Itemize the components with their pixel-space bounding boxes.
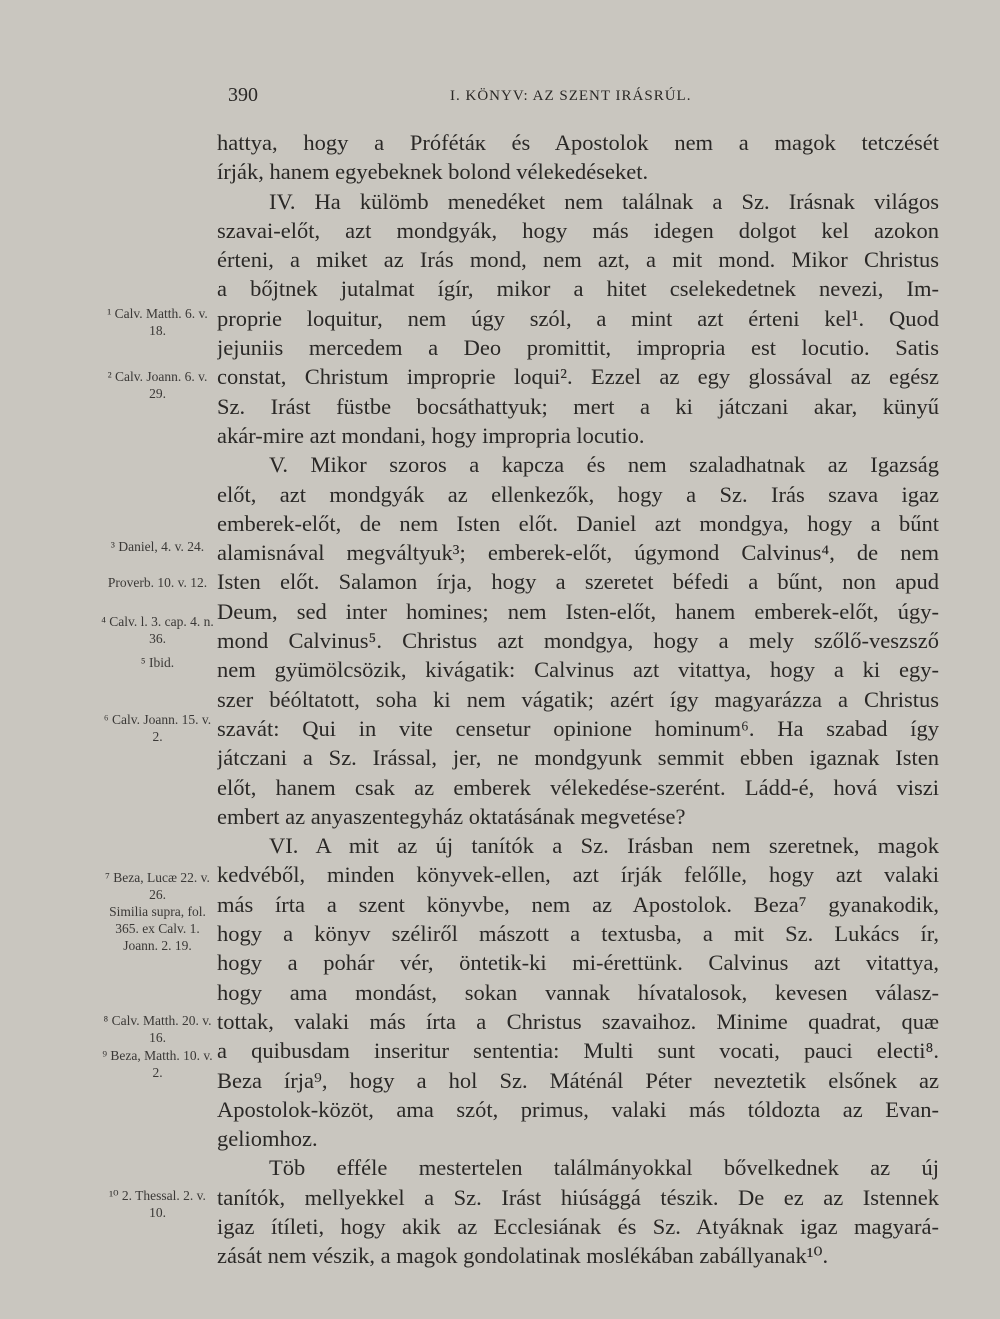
text-line: Beza írja⁹, hogy a hol Sz. Máténál Péter neveztetik elsőnek az bbox=[217, 1067, 939, 1093]
text-line: előt, hanem csak az emberek vélekedése-szerént. Ládd-é, hová viszi bbox=[217, 774, 939, 800]
text-line: hattya, hogy a Prófétáк és Apostolok nem a magok tetczését bbox=[217, 130, 939, 155]
margin-note: ³ Daniel, 4. v. 24. bbox=[110, 539, 205, 554]
margin-note: Proverb. 10. v. 12. bbox=[107, 575, 208, 590]
running-head: I. KÖNYV: AZ SZENT IRÁSRÚL. bbox=[450, 88, 692, 104]
margin-note: ¹ Calv. Matth. 6. v. 18. bbox=[107, 306, 208, 338]
page-header bbox=[228, 84, 938, 114]
text-line: Apostolok-közöt, ama szót, primus, valaki más tóldozta az Evan- bbox=[217, 1096, 939, 1122]
margin-note: ⁶ Calv. Joann. 15. v. 2. bbox=[103, 712, 212, 744]
text-line: hogy a pohár vér, öntetik-ki mi-érettünk. Calvinus azt vitattya, bbox=[217, 950, 939, 976]
margin-note: ⁷ Beza, Lucæ 22. v. 26. bbox=[105, 870, 210, 902]
text-line: hogy a könyv széliről mászott a textusba, a mit Sz. Lukács ír, bbox=[217, 921, 939, 947]
text-line: előt, azt mondgyák az ellenkezők, hogy a Sz. Irás szava igaz bbox=[217, 481, 939, 507]
text-line: emberek-előt, de nem Isten előt. Daniel azt mondgya, hogy a bűnt bbox=[217, 510, 939, 536]
text-line: embert az anyaszentegyház oktatásának megvetése? bbox=[217, 803, 686, 829]
text-line: IV. Ha külömb menedéket nem találnak a Sz. Irásnak világos bbox=[269, 188, 939, 214]
text-line: Töb efféle mestertelen találmányokkal bővelkednek az új bbox=[269, 1155, 939, 1181]
text-line: a quibusdam inseritur sententia: Multi sunt vocati, pauci electi⁸. bbox=[217, 1038, 939, 1064]
body-text bbox=[217, 128, 939, 1271]
text-line: alamisnával megváltyuk³; emberek-előt, úgymond Calvinus⁴, de nem bbox=[217, 540, 939, 566]
text-line: nem gyümölcsözik, kivágatik: Calvinus azt vitattya, hogy a ki egy- bbox=[217, 657, 939, 683]
text-line: geliomhoz. bbox=[217, 1126, 318, 1152]
text-line: a bőjtnek jutalmat ígír, mikor a hitet cselekedetnek nevezi, Im- bbox=[217, 276, 939, 302]
text-line: igaz ítíleti, hogy akik az Ecclesiának és Sz. Atyáknak igaz magyará- bbox=[217, 1213, 939, 1239]
text-line: tanítók, mellyekkel a Sz. Irást hiúsággá tészik. De ez az Istennek bbox=[217, 1184, 939, 1210]
text-line: szavai-előt, azt mondgyák, hogy más idegen dolgot kel azokon bbox=[217, 217, 939, 243]
text-line: Sz. Irást füstbe bocsáthattyuk; mert a ki játczani akar, künyű bbox=[217, 393, 939, 419]
margin-note: ⁸ Calv. Matth. 20. v. 16. bbox=[103, 1013, 212, 1045]
text-line: érteni, a miket az Irás mond, nem azt, a mit mond. Mikor Christus bbox=[217, 247, 939, 273]
text-line: Deum, sed inter homines; nem Isten-előt, hanem emberek-előt, úgy- bbox=[217, 598, 939, 624]
text-line: szavát: Qui in vite censetur opinione hominum⁶. Ha szabad így bbox=[217, 715, 939, 741]
text-line: kedvéből, minden könyvek-ellen, azt írják felőlle, hogy azt valaki bbox=[217, 862, 939, 888]
margin-note: ⁹ Beza, Matth. 10. v. 2. bbox=[102, 1048, 213, 1080]
text-line: VI. A mit az új tanítók a Sz. Irásban nem szeretnek, magok bbox=[269, 833, 939, 859]
text-line: tottak, valaki más írta a Christus szavaihoz. Minime quadrat, quæ bbox=[217, 1008, 939, 1034]
text-line: jejuniis mercedem a Deo promittit, impropria est locutio. Satis bbox=[217, 335, 939, 361]
text-line: zását nem vészik, a magok gondolatinak moslékában zabállyanak¹⁰. bbox=[217, 1243, 829, 1269]
text-line: constat, Christum improprie loqui². Ezzel az egy glossával az egész bbox=[217, 364, 939, 390]
text-line: Isten előt. Salamon írja, hogy a szeretet béfedi a bűnt, non apud bbox=[217, 569, 939, 595]
text-line: szer béóltatott, soha ki nem vágatik; azért így magyarázza a Christus bbox=[217, 686, 939, 712]
margin-note: Similia supra, fol. 365. ex Calv. 1. Joann. 2. 19. bbox=[109, 904, 206, 953]
text-line: V. Mikor szoros a kapcza és nem szaladhatnak az Igazság bbox=[269, 452, 939, 478]
text-line: játczani a Sz. Irással, jer, ne mondgyunk semmit ebben igaznak Isten bbox=[217, 745, 939, 771]
text-line: mond Calvinus⁵. Christus azt mondgya, hogy a mely szőlő-veszsző bbox=[217, 628, 939, 654]
text-line: írják, hanem egyebeknek bolond vélekedéseket. bbox=[217, 159, 649, 185]
text-line: proprie loquitur, nem úgy szól, a mint azt érteni kel¹. Quod bbox=[217, 305, 939, 331]
margin-note: ⁵ Ibid. bbox=[140, 655, 175, 670]
text-line: más írta a szent könyvbe, nem az Apostolok. Beza⁷ gyanakodik, bbox=[217, 891, 939, 917]
margin-note: ⁴ Calv. l. 3. cap. 4. n. 36. bbox=[101, 614, 214, 646]
text-line: akár-mire azt mondani, hogy impropria locutio. bbox=[217, 422, 645, 448]
margin-note: ¹⁰ 2. Thessal. 2. v. 10. bbox=[109, 1188, 206, 1220]
page-number: 390 bbox=[228, 84, 258, 106]
margin-note: ² Calv. Joann. 6. v. 29. bbox=[107, 369, 208, 401]
text-line: hogy ama mondást, sokan vannak hívatalosok, kevesen válasz- bbox=[217, 979, 939, 1005]
